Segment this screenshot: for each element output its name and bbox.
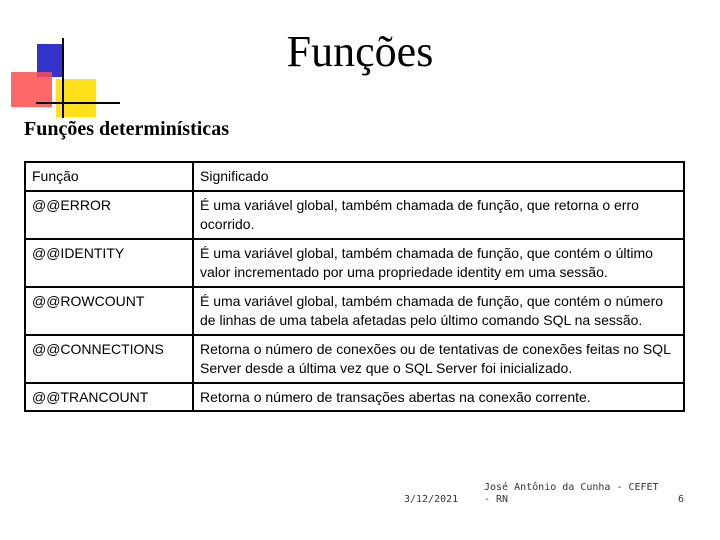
table-row <box>25 287 684 335</box>
function-description: Retorna o número de conexões ou de tentativas de conexões feitas no SQL Server desde a última vez que o SQL Server foi inicializado. <box>193 335 684 383</box>
footer-date: 3/12/2021 <box>404 494 459 505</box>
function-description: É uma variável global, também chamada de função, que retorna o erro ocorrido. <box>193 191 684 239</box>
table-row <box>25 191 684 239</box>
table-row <box>25 335 684 383</box>
function-description: É uma variável global, também chamada de função, que contém o último valor incrementado por uma propriedade identity em uma sessão. <box>193 239 684 287</box>
footer-author: José Antônio da Cunha - CEFET - RN <box>484 482 659 505</box>
slide-subtitle: Funções determinísticas <box>24 118 229 140</box>
function-name: @@CONNECTIONS <box>25 335 193 383</box>
table-header-row <box>25 162 684 191</box>
function-description: É uma variável global, também chamada de função, que contém o número de linhas de uma tabela afetadas pelo último comando SQL na sessão. <box>193 287 684 335</box>
table-row <box>25 383 684 412</box>
logo-red-square <box>11 72 52 107</box>
function-name: @@ROWCOUNT <box>25 287 193 335</box>
function-name: @@TRANCOUNT <box>25 383 193 412</box>
table-row <box>25 239 684 287</box>
page-number: 6 <box>678 494 685 505</box>
functions-table <box>24 161 685 412</box>
header-meaning: Significado <box>193 162 684 191</box>
function-description: Retorna o número de transações abertas na conexão corrente. <box>193 383 684 412</box>
function-name: @@IDENTITY <box>25 239 193 287</box>
slide-title: Funções <box>286 27 434 76</box>
header-function: Função <box>25 162 193 191</box>
slide-logo-decoration <box>0 0 120 120</box>
function-name: @@ERROR <box>25 191 193 239</box>
